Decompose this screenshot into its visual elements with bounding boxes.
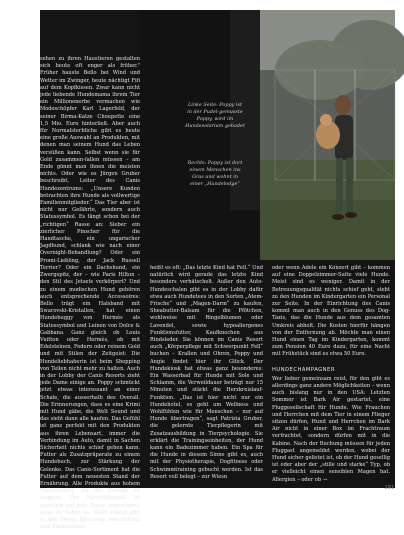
photo-caption-bottom	[185, 160, 245, 188]
page-number: 191	[384, 485, 394, 491]
right-column-text-2	[272, 376, 390, 484]
magazine-page	[40, 10, 395, 531]
middle-text-column	[150, 265, 263, 487]
section-subheading: HUNDECHAMPAGNER	[272, 366, 335, 373]
middle-column-text: heißt es oft: „Das letzte Kind hat Fell.“ Und natürlich wird gerade das letzte Kind besonders verhätschelt. Außer den Auto-Hundeschalen gibt es in der Lobby dafür etwa auch Hundetees in den Sorten „Atem-Frische“ und „Magen-Darm“ zu kaufen, Sheabutter-Balsam für die Pfötchen, wohlweise mit Ringelblumen oder Lavendel, sowie hypoallergenes Funktionsfutter, Kaufknochen aus Rindsleder. Sie können im Canis Resort auch „Körperpflege mit Schwerpunkt Fell“ buchen – Krallen und Ohren, Poppy und Angie findet hier ihr Glück. Der Hundekiosk hat etwas ganz besonderes: Ein Wasserbad für Hunde mit Sole und Schlamm, die Verweildauer beträgt nur 15 Minuten und stärkt die Herzkreislauf-Funktion. „Das ist hier nicht nur ein Hundehotel, es geht um Wellness und Wohlfühlen wie für Menschen – nur auf Hunde übertragen“, sagt Patrizia Gruber, die gelernte Tierpflegerin mit Zusatzausbildung in Tierpsychologie. Sie erklärt die Trainingseinheiten, der Hund kann ein Badezimmer haben. Ein Spa für die Hunde in diesem Sinne gibt es, auch mit der Physiotherapie, Dogfitness oder Schwimmtraining gebucht werden. Ist das Resort voll belegt – zur Wiesn	[150, 265, 263, 480]
caption-bottom-text: Rechts: Poppy ist dort einem Menschen ins Gras und wohnt in einer „Hundelodge“	[187, 160, 243, 187]
photo-woman-with-dog	[140, 10, 395, 260]
right-text-column	[272, 265, 390, 487]
right-column-text: oder wenn Adele ein Konzert gibt – kommen auf eine Doppelzimmer-Suite viele Hunde. Meist sind es weniger. Damit in der Betreuungsqualität nichts schief geht, steht zu den Hunden im Kindergarten ein Personal zur Seite. In der Einrichtung des Canis kommt man auch in den Genuss des Dog-Taxis, das die Hunde aus dem gesamten Umkreis abholt. Die Kosten hierfür hängen von der Entfernung ab. Möchte man einen Hund einen Tag im Kindergarten, kommt zum Pension 40 Euro dazu, für eine Nacht mit Frühstück sind es etwa 50 Euro.	[272, 265, 390, 358]
caption-top-text: Linke Seite: Poppy ist in der Pudel-gemusste Poppy, wird im Hundesolarium gebadet	[185, 102, 245, 129]
photo-caption-top	[185, 102, 245, 130]
continue-arrow: →	[322, 476, 327, 483]
left-column-text: sehen zu ihren Haustieren gestalten sich heute oft enger als früher." Früher hauste Bello bei Wind und Wetter im Zwinger, heute nächtigt Fifi auf dem Kopfkissen. Zwar kann nicht jede liebende Hundemama ihrem Tier ein Millionenerbe vermachen wie Modeschöpfer Karl Lagerfeld, der seiner Birma-Katze Choupette eine 1,5 Mio. Euro hinterließ. Aber auch für Normalsterbliche gibt es heute eine große Auswahl an Produkten, mit denen man seinem Hund das Leben versüßen kann. Selbst wenn sie für Gold zusammen-fallen müssen – am Ende gönnt man ihnen die meisten nichts. Oder wie es Jürgen Gruber beschreibt, Leiter des Canis Hundezentrums: „Unsere Kunden betrachten ihre Hunde als vollwertige Familienmitglieder.“ Das Tier aber ist nicht nur Gefährte, sondern auch Statussymbol. Es fängt schon bei der „richtigen“ Rasse an: Sieber ein zierlicher Pinscher für die Handtasche, ein ungarischer Jagdhund, schlank wie nach einer Overnight-Behandlung? Oder ein Promi-Liebling, der Jack Russell Terrier? Oder ein Dachshund, ein Zwergspitz, der – wie Paris Hilton – den Stil des Jetsets verkörpert? Und zu einem modischen Hund gehören auch entsprechende Accessoires: Bello trägt ein Halsband mit Swarovski-Kristallen, hat einen Hundebuggy von Hermès als Statussymbol und Leinen von Dolce & Gabbana. Ganz gleich ob Louis Vuitton oder Hermès, ob mit Edelsteinen, Federn oder reinem Gold und mit Stilen der Zeitgeist: Die Hundeliebhaberin ist beim Shopping von Teilen nicht mehr zu halten. Auch in der Lobby der Canis Resorts zieht jede Dame einige an. Poppy schmückt jetzt etwas interessant an einer Schale, die ausserhalb des Overall. Die Erinnerungen, dass es eine Krimi mit Hund gäbe, die Welt Sound und das sieht dann alle kaufen. Das Gefühl ist ganz perfekt mit den Produkten aus ihren Lebensart, immer die Verbindung im Auto, damit in Sachen Sicherheit nichts schief gehen kann. Futter als Zusatzpräparate zu einem Hundebuch, zur Stärkung der Gelenke. Das Canis-Sortiment hat die Futter auf dem neuesten Stand der Ernährung. Alle Produkte aus hohem Fleischanteil, um die Energie zu steigern. Der Nährstoffgehalt ist natürlich auf jede Rasse abgestimmt, denn sie lieben es. Nicht zuletzt gibt es jede Menge Spielzeug, vom Ball bis zum Kauknochen.	[40, 56, 140, 531]
right-column-text-2-body: Wer lieber gemeinsam reist, für den gibt es allerdings ganz andere Möglichkeiten – wenn auch bislang nur in den USA: Letzten Sommer ist Bark Air gestartet, eine Fluggesellschaft für Hunde. Wie Frauchen und Herrchen mit dem Tier in einem Flieger sitzen dürfen, Hund und Herrchen im Bark Air nicht in einer Box im Frachtraum verfrachtet, sondern dürfen mit in die Kabine. Nach der Buchung müssen für jeden Fluggast angemeldet werden, wobei der Hund sicher gelistet ist, ob der Hund gesellig ist oder aber der „stille und starke“ Typ, ob er vielleicht einen sensiblen Magen hat. Allergien – oder ob	[272, 375, 390, 483]
left-text-column	[40, 56, 140, 531]
photo-illustration	[140, 10, 395, 260]
